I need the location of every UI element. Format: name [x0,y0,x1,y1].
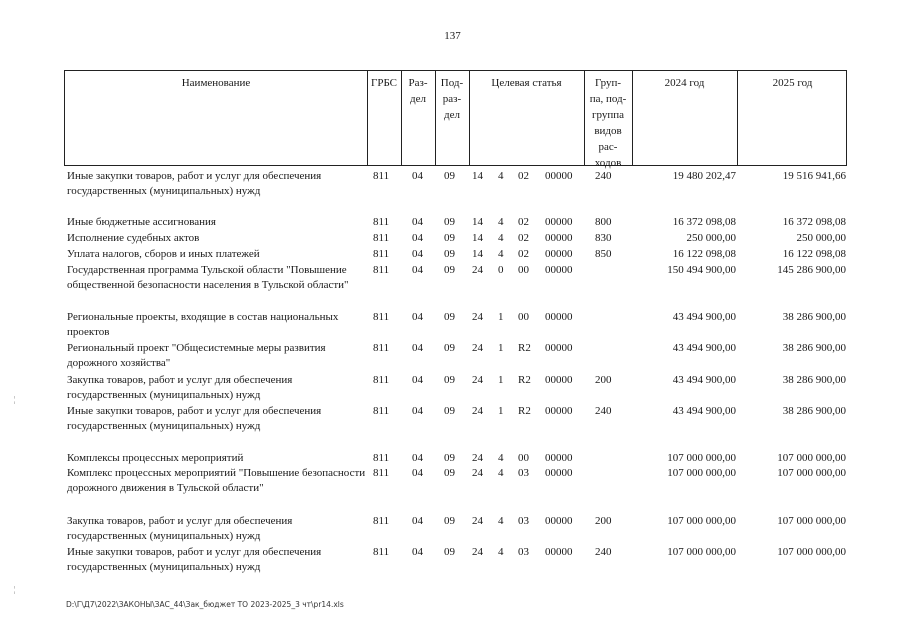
row-podrazdel: 09 [444,264,455,276]
header-target-article: Целевая статья [491,77,562,89]
row-cs-structure: 00 [518,452,529,464]
row-cs-type: 4 [498,248,504,260]
row-cs-program: 24 [472,546,483,558]
row-cs-type: 4 [498,170,504,182]
row-cs-type: 4 [498,515,504,527]
row-cs-structure: R2 [518,342,531,354]
row-cs-structure: R2 [518,374,531,386]
row-expense-type: 200 [595,515,612,527]
row-cs-structure: 03 [518,467,529,479]
row-name: Иные закупки товаров, работ и услуг для обеспечения государственных (муниципальных) нужд [67,546,322,573]
row-razdel: 04 [412,216,423,228]
row-cs-structure: 02 [518,170,529,182]
row-cs-structure: 02 [518,248,529,260]
row-cs-type: 1 [498,405,504,417]
row-value-2025: 16 122 098,08 [782,248,846,260]
row-cs-program: 14 [472,232,483,244]
row-cs-type: 0 [498,264,504,276]
row-value-2025: 16 372 098,08 [782,216,846,228]
row-podrazdel: 09 [444,342,455,354]
row-cs-direction: 00000 [545,216,573,228]
file-path-footer: D:\Г\Д7\2022\ЗАКОНЫ\ЗАС_44\Зак_бюджет ТО 2023-2025_3 чт\pr14.xls [66,600,344,609]
row-value-2025: 38 286 900,00 [782,374,846,386]
row-cs-structure: 02 [518,216,529,228]
row-name: Государственная программа Тульской области "Повышение общественной безопасности населения в Тульской области" [67,264,349,291]
row-cs-type: 1 [498,374,504,386]
row-razdel: 04 [412,515,423,527]
row-value-2025: 145 286 900,00 [777,264,846,276]
row-cs-direction: 00000 [545,374,573,386]
row-grbs: 811 [373,311,390,323]
row-razdel: 04 [412,342,423,354]
row-value-2024: 107 000 000,00 [667,546,736,558]
row-grbs: 811 [373,452,390,464]
row-value-2025: 38 286 900,00 [782,405,846,417]
row-name: Иные закупки товаров, работ и услуг для обеспечения государственных (муниципальных) нужд [67,170,322,197]
row-value-2024: 43 494 900,00 [672,374,736,386]
row-value-2024: 150 494 900,00 [667,264,736,276]
row-cs-structure: 03 [518,546,529,558]
row-value-2025: 107 000 000,00 [777,452,846,464]
row-cs-program: 24 [472,264,483,276]
row-cs-direction: 00000 [545,452,573,464]
row-cs-direction: 00000 [545,467,573,479]
row-grbs: 811 [373,467,390,479]
row-razdel: 04 [412,232,423,244]
row-value-2024: 19 480 202,47 [672,170,736,182]
header-name: Наименование [181,77,251,89]
row-cs-structure: 02 [518,232,529,244]
row-name: Комплекс процессных мероприятий "Повышение безопасности дорожного движения в Тульской области" [67,467,366,494]
row-grbs: 811 [373,216,390,228]
row-razdel: 04 [412,264,423,276]
row-name: Комплексы процессных мероприятий [67,452,244,464]
row-cs-program: 14 [472,170,483,182]
row-expense-type: 850 [595,248,612,260]
header-razdel: Раз- дел [408,77,428,105]
header-2025: 2025 год [772,77,813,89]
row-cs-program: 24 [472,405,483,417]
row-name: Региональные проекты, входящие в состав национальных проектов [67,311,339,338]
row-cs-type: 4 [498,546,504,558]
row-cs-direction: 00000 [545,264,573,276]
header-podrazdel: Под- раз- дел [440,77,464,121]
row-cs-structure: 00 [518,264,529,276]
row-value-2025: 38 286 900,00 [782,342,846,354]
row-cs-program: 24 [472,311,483,323]
row-podrazdel: 09 [444,452,455,464]
row-value-2024: 16 372 098,08 [672,216,736,228]
row-name: Иные бюджетные ассигнования [67,216,216,228]
row-podrazdel: 09 [444,515,455,527]
row-podrazdel: 09 [444,248,455,260]
row-cs-type: 1 [498,342,504,354]
row-cs-type: 4 [498,216,504,228]
row-cs-type: 4 [498,232,504,244]
header-grbs: ГРБС [370,77,398,89]
row-value-2024: 107 000 000,00 [667,467,736,479]
row-name: Иные закупки товаров, работ и услуг для обеспечения государственных (муниципальных) нужд [67,405,322,432]
row-cs-program: 24 [472,467,483,479]
row-razdel: 04 [412,311,423,323]
row-value-2025: 19 516 941,66 [782,170,846,182]
row-cs-program: 24 [472,452,483,464]
row-razdel: 04 [412,546,423,558]
row-cs-direction: 00000 [545,342,573,354]
row-cs-direction: 00000 [545,546,573,558]
row-grbs: 811 [373,374,390,386]
row-razdel: 04 [412,467,423,479]
row-grbs: 811 [373,546,390,558]
row-podrazdel: 09 [444,311,455,323]
row-expense-type: 200 [595,374,612,386]
row-cs-program: 14 [472,248,483,260]
row-razdel: 04 [412,452,423,464]
row-razdel: 04 [412,248,423,260]
row-value-2024: 107 000 000,00 [667,515,736,527]
row-podrazdel: 09 [444,170,455,182]
row-podrazdel: 09 [444,467,455,479]
row-name: Уплата налогов, сборов и иных платежей [67,248,260,260]
row-grbs: 811 [373,248,390,260]
row-value-2025: 107 000 000,00 [777,515,846,527]
header-expense-type: Груп- па, под- группа видов рас- ходов [589,77,627,169]
row-cs-program: 24 [472,342,483,354]
row-cs-direction: 00000 [545,515,573,527]
row-expense-type: 240 [595,170,612,182]
row-grbs: 811 [373,264,390,276]
row-cs-structure: 00 [518,311,529,323]
row-podrazdel: 09 [444,216,455,228]
row-podrazdel: 09 [444,546,455,558]
row-cs-direction: 00000 [545,232,573,244]
page-number: 137 [444,30,461,42]
row-razdel: 04 [412,170,423,182]
header-2024: 2024 год [664,77,705,89]
row-value-2025: 250 000,00 [796,232,846,244]
row-expense-type: 240 [595,546,612,558]
row-expense-type: 240 [595,405,612,417]
row-grbs: 811 [373,342,390,354]
row-cs-program: 24 [472,515,483,527]
row-name: Региональный проект "Общесистемные меры развития дорожного хозяйства" [67,342,326,369]
row-value-2024: 43 494 900,00 [672,405,736,417]
row-name: Исполнение судебных актов [67,232,200,244]
row-cs-structure: 03 [518,515,529,527]
row-cs-direction: 00000 [545,248,573,260]
row-razdel: 04 [412,405,423,417]
row-cs-direction: 00000 [545,170,573,182]
row-cs-program: 14 [472,216,483,228]
row-cs-type: 4 [498,452,504,464]
row-podrazdel: 09 [444,374,455,386]
scan-artifact: ¦ [14,585,16,594]
scan-artifact: ¦ [14,395,16,404]
row-grbs: 811 [373,232,390,244]
row-grbs: 811 [373,515,390,527]
row-podrazdel: 09 [444,405,455,417]
row-cs-type: 1 [498,311,504,323]
row-value-2025: 107 000 000,00 [777,467,846,479]
table-header [64,70,847,169]
row-cs-direction: 00000 [545,311,573,323]
row-expense-type: 830 [595,232,612,244]
row-cs-type: 4 [498,467,504,479]
row-value-2024: 16 122 098,08 [672,248,736,260]
row-razdel: 04 [412,374,423,386]
row-expense-type: 800 [595,216,612,228]
row-grbs: 811 [373,170,390,182]
row-cs-structure: R2 [518,405,531,417]
row-podrazdel: 09 [444,232,455,244]
row-value-2025: 107 000 000,00 [777,546,846,558]
row-cs-direction: 00000 [545,405,573,417]
row-value-2024: 43 494 900,00 [672,311,736,323]
row-cs-program: 24 [472,374,483,386]
row-value-2024: 250 000,00 [686,232,736,244]
row-value-2024: 43 494 900,00 [672,342,736,354]
row-grbs: 811 [373,405,390,417]
row-name: Закупка товаров, работ и услуг для обеспечения государственных (муниципальных) нужд [67,515,293,542]
row-name: Закупка товаров, работ и услуг для обеспечения государственных (муниципальных) нужд [67,374,293,401]
row-value-2025: 38 286 900,00 [782,311,846,323]
row-value-2024: 107 000 000,00 [667,452,736,464]
